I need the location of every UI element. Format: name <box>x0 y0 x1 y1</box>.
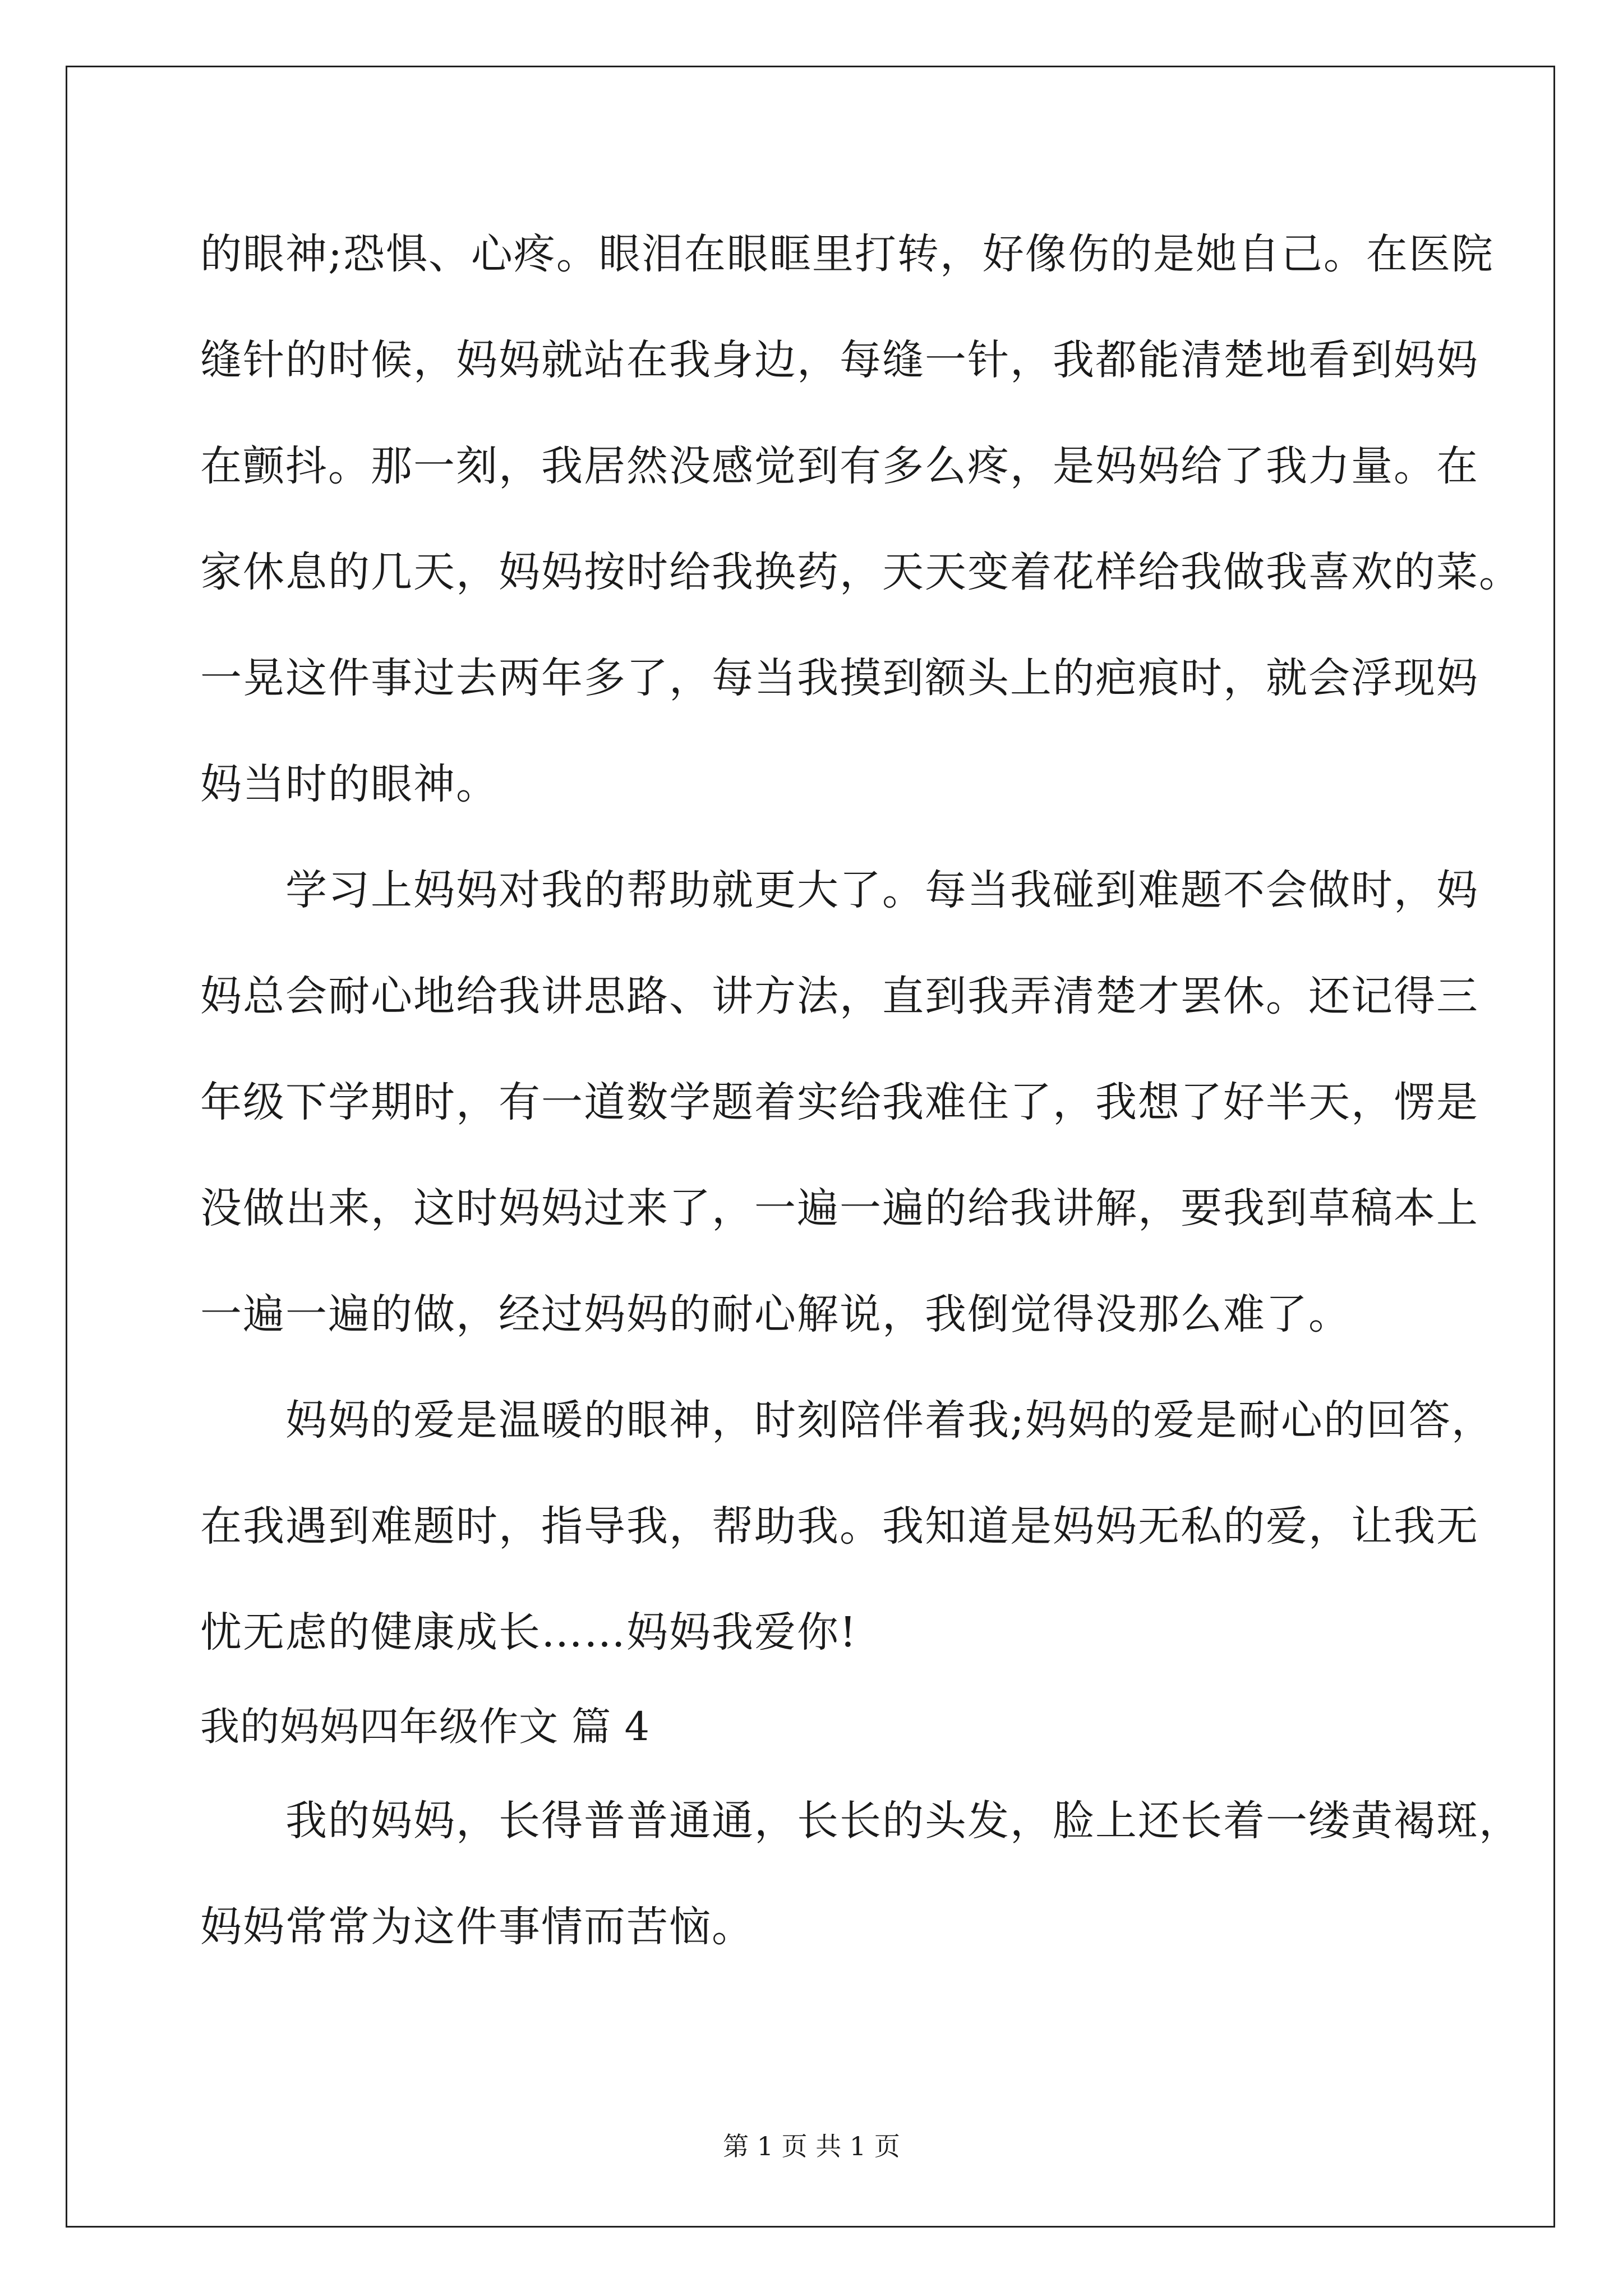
text-line: 的眼神;恐惧、心疼。眼泪在眼眶里打转，好像伤的是她自己。在医院 <box>200 230 1494 278</box>
text-line: 妈妈常常为这件事情而苦恼。 <box>200 1903 754 1951</box>
text-line: 一晃这件事过去两年多了，每当我摸到额头上的疤痕时，就会浮现妈 <box>200 654 1479 702</box>
text-line: 缝针的时候，妈妈就站在我身边，每缝一针，我都能清楚地看到妈妈 <box>200 336 1479 384</box>
section-heading: 我的妈妈四年级作文 篇 4 <box>200 1704 651 1750</box>
text-line: 家休息的几天，妈妈按时给我换药，天天变着花样给我做我喜欢的菜。 <box>200 548 1521 596</box>
text-line: 在颤抖。那一刻，我居然没感觉到有多么疼，是妈妈给了我力量。在 <box>200 442 1479 490</box>
page-footer: 第 1 页 共 1 页 <box>723 2131 900 2161</box>
text-line: 妈当时的眼神。 <box>200 760 499 808</box>
text-line: 妈总会耐心地给我讲思路、讲方法，直到我弄清楚才罢休。还记得三 <box>200 972 1479 1020</box>
text-line: 在我遇到难题时，指导我，帮助我。我知道是妈妈无私的爱，让我无 <box>200 1502 1479 1550</box>
text-line: 年级下学期时，有一道数学题着实给我难住了，我想了好半天，愣是 <box>200 1078 1479 1126</box>
text-line: 一遍一遍的做，经过妈妈的耐心解说，我倒觉得没那么难了。 <box>200 1290 1351 1338</box>
text-line: 妈妈的爱是温暖的眼神，时刻陪伴着我;妈妈的爱是耐心的回答， <box>200 1396 1494 1444</box>
text-line: 没做出来，这时妈妈过来了，一遍一遍的给我讲解，要我到草稿本上 <box>200 1184 1479 1232</box>
text-line: 学习上妈妈对我的帮助就更大了。每当我碰到难题不会做时，妈 <box>200 866 1479 914</box>
text-line: 我的妈妈，长得普普通通，长长的头发，脸上还长着一缕黄褐斑， <box>200 1797 1521 1845</box>
text-line: 忧无虑的健康成长……妈妈我爱你! <box>200 1608 857 1657</box>
